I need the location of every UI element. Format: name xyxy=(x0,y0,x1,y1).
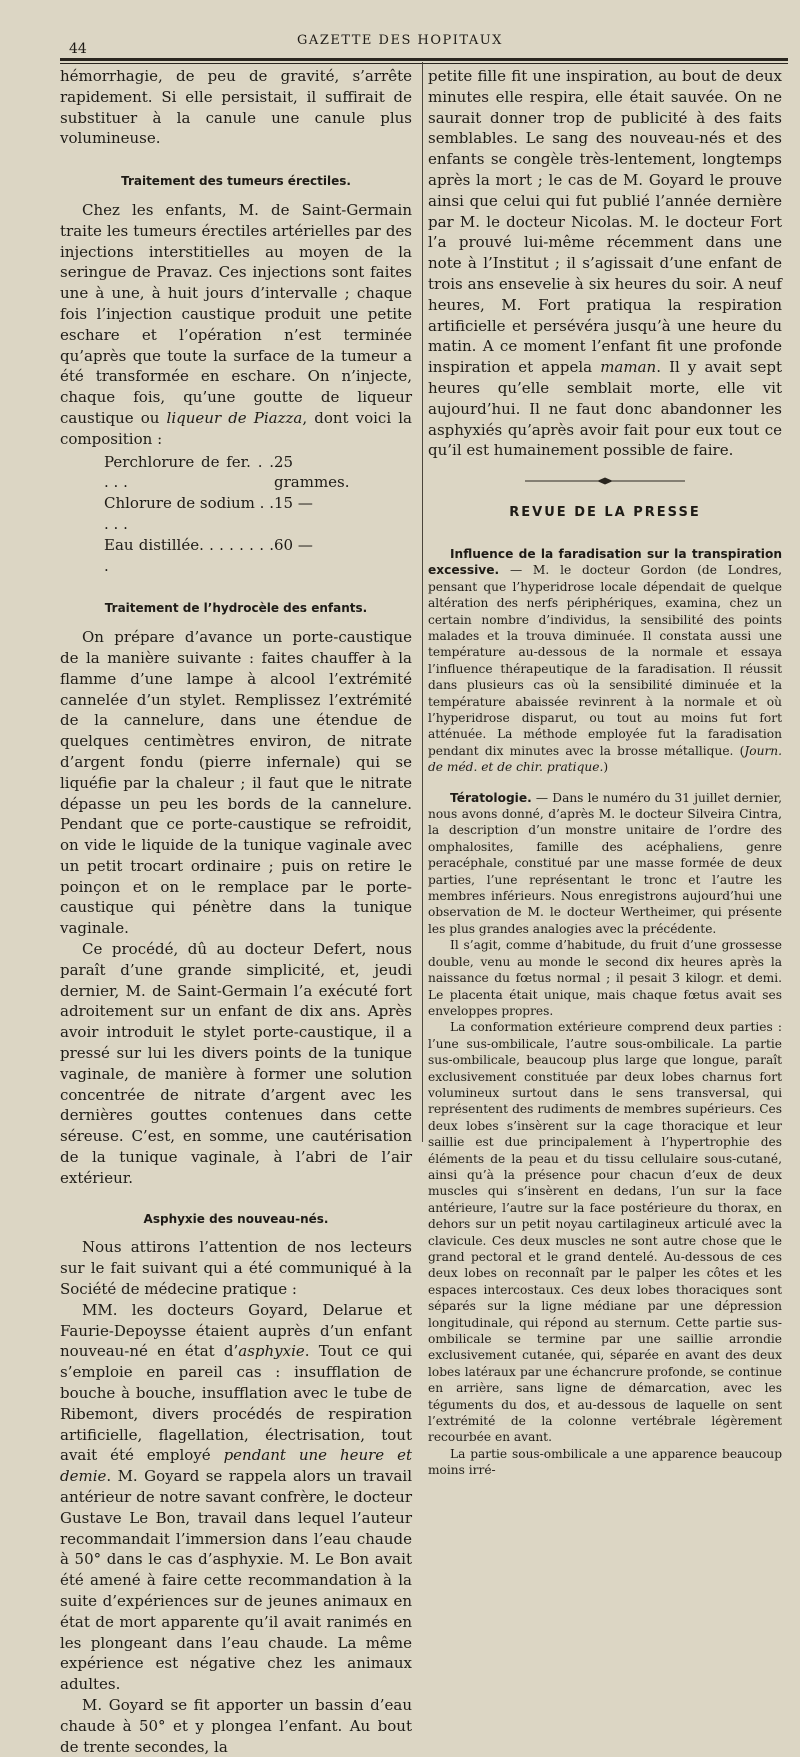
paragraph-asphyxie-intro: Nous attirons l’attention de nos lecteurs sur le fait suivant qui a été communiqué à la Société de médecine pratique : xyxy=(60,1238,412,1299)
recipe-quantity: 60 — xyxy=(274,535,313,554)
paragraph-text: ) xyxy=(603,760,609,775)
paragraph-text: , dont voici la composition : xyxy=(60,408,412,448)
paragraph-asphyxie-case xyxy=(60,1300,412,1695)
section-title-hydrocele: Traitement de l’hydrocèle des enfants. xyxy=(104,601,368,616)
paragraph-text: . Il y avait sept heures qu’elle semblait morte, elle vit aujourd’hui. Il ne faut donc abandonner les asphyxiés qu’après avoir fait pour eux tout ce qu’il est humainement possible de faire. xyxy=(428,358,782,460)
section-ornament xyxy=(428,477,782,485)
left-column xyxy=(60,66,412,1757)
continued-paragraph xyxy=(428,66,782,461)
column-divider xyxy=(422,62,423,1142)
paragraph-text: . Tout ce qui s’emploie en pareil cas : insufflation de bouche à bouche, insufflation avec le tube de Ribemont, divers procédés de respiration artificielle, flagellation, électrisation, tout avait été employé xyxy=(60,1342,412,1465)
paragraph-fruit: Il s’agit, comme d’habitude, du fruit d’une grossesse double, venu au monde le second dix heures après la naissance du fœtus normal ; il pesait 3 kilogr. et demi. Le placenta était unique, mais chaque fœtus avait ses enveloppes propres. xyxy=(428,938,782,1018)
source-citation: Journ. de méd. et de chir. pratique. xyxy=(428,743,782,775)
emphasis-text: pendant une heure et demie xyxy=(60,1446,412,1486)
press-review xyxy=(428,546,782,1479)
recipe-row xyxy=(104,535,412,577)
section-title-tumeurs: Traitement des tumeurs érectiles. xyxy=(121,174,351,189)
paragraph-hydrocele: On prépare d’avance un porte-caustique de la manière suivante : faites chauffer à la flamme d’une lampe à alcool l’extrémité cannelée d’un stylet. Remplissez l’extrémité de la cannelure, dans une étendue de quelques centimètres environ, de nitrate d’argent fondu (pierre infernale) qui se liquéfie par la chaleur ; il faut que le nitrate dépasse un peu les bords de la cannelure. Pendant que ce porte-caustique se refroidit, on vide le liquide de la tunique vaginale avec un petit trocart ordinaire ; puis on retire le poinçon et on le remplace par le porte-caustique qui pénètre dans la tunique vaginale. xyxy=(60,628,412,938)
revue-title: REVUE DE LA PRESSE xyxy=(509,505,701,521)
paragraph-text: MM. les docteurs Goyard, Delarue et Faurie-Depoysse étaient auprès d’un enfant nouveau-né en état d’ xyxy=(60,1300,412,1361)
recipe-ingredient: Chlorure de sodium . . . . . xyxy=(104,494,274,533)
article-heading: Tératologie. xyxy=(450,790,532,805)
section-title-asphyxie: Asphyxie des nouveau-nés. xyxy=(143,1211,329,1226)
paragraph-procede: Ce procédé, dû au docteur Defert, nous paraît d’une grande simplicité, et, jeudi dernier, M. de Saint-Germain l’a exécuté fort adroitement sur un enfant de dix ans. Après avoir introduit le stylet porte-caustique, il a pressé sur lui les divers points de la tunique vaginale, de manière à former une solution concentrée de nitrate d’argent avec les dernières gouttes contenues dans cette séreuse. C’est, en somme, une cautérisation de la tunique vaginale, à l’abri de l’air extérieur. xyxy=(60,940,412,1187)
article-teratologie xyxy=(428,790,782,938)
paragraph-text: Chez les enfants, M. de Saint-Germain traite les tumeurs érectiles artérielles par des injections interstitielles au moyen de la seringue de Pravaz. Ces injections sont faites une à une, à huit jours d’intervalle ; chaque fois l’injection caustique produit une petite eschare et l’opération n’est terminée qu’après que toute la surface de la tumeur a été transformée en eschare. On n’injecte, chaque fois, qu’une goutte de liqueur caustique ou xyxy=(60,200,412,427)
paragraph-goyard: M. Goyard se fit apporter un bassin d’eau chaude à 50° et y plongea l’enfant. Au bout de trente secondes, la xyxy=(60,1695,412,1756)
emphasis-text: maman xyxy=(600,358,657,377)
recipe-quantity: 25 grammes. xyxy=(274,452,350,492)
emphasis-text: asphyxie xyxy=(238,1342,305,1361)
recipe-ingredient: Eau distillée. . . . . . . . . xyxy=(104,535,274,575)
continued-paragraph: hémorrhagie, de peu de gravité, s’arrête rapidement. Si elle persistait, il suffirait de substituer à la canule une canule plus volumineuse. xyxy=(60,67,412,148)
recipe-list xyxy=(104,452,412,577)
header-rule xyxy=(60,58,788,61)
recipe-row xyxy=(104,493,412,535)
header-rule-thin xyxy=(60,63,788,64)
emphasis-text: liqueur de Piazza xyxy=(166,408,303,427)
article-heading: Influence de la faradisation sur la transpiration excessive. xyxy=(428,546,782,578)
paragraph-text: — Dans le numéro du 31 juillet dernier, nous avons donné, d’après M. le docteur Silveira Cintra, la description d’un monstre unitaire de l’ordre des omphalosites, famille des acéphaliens, genre peracéphale, constitué par une masse formée de deux parties, l’une représentant le tronc et l’autre les membres inférieurs. Nous enregistrons aujourd’hui une observation de M. le docteur Wertheimer, qui présente les plus grandes analogies avec la précédente. xyxy=(428,790,782,936)
recipe-row xyxy=(104,452,412,494)
paragraph-text: petite fille fit une inspiration, au bout de deux minutes elle respira, elle était sauvée. On ne saurait donner trop de publicité à des faits semblables. Le sang des nouveau-nés et des enfants se congèle très-lentement, longtemps après la mort ; le cas de M. Goyard le prouve ainsi que celui qui fut publié l’année dernière par M. le docteur Nicolas. M. le docteur Fort l’a prouvé lui-même récemment dans une note à l’Institut ; il s’agissait d’une enfant de trois ans ensevelie à six heures du soir. A neuf heures, M. Fort pratiqua la respiration artificielle et persévéra jusqu’à une heure du matin. A ce moment l’enfant fit une profonde inspiration et appela xyxy=(428,67,782,377)
page-number: 44 xyxy=(69,41,87,57)
recipe-ingredient: Perchlorure de fer. . . . . . xyxy=(104,452,274,492)
right-column xyxy=(428,66,782,1479)
paragraph-conformation: La conformation extérieure comprend deux parties : l’une sus-ombilicale, l’autre sous-ombilicale. La partie sus-ombilicale, beaucoup plus large que longue, paraît exclusivement constituée par deux lobes charnus fort volumineux surtout dans le sens transversal, qui représentent des rudiments de membres supérieurs. Ces deux lobes s’insèrent sur la cage thoracique et leur saillie est due principalement à l’hypertrophie des éléments de la peau et du tissu cellulaire sous-cutané, ainsi qu’à la présence pour chacun d’eux de deux muscles qui s’insèrent en dedans, l’un sur la face antérieure, l’autre sur la face postérieure du thorax, en dehors sur un petit noyau cartilagineux articulé avec la clavicule. Ces deux muscles ne sont autre chose que le grand pectoral et le grand dentelé. Au-dessous de ces deux lobes on reconnaît par le palper les côtes et les espaces intercostaux. Ces deux lobes thoraciques sont séparés sur la ligne médiane par une dépression longitudinale, qui répond au sternum. Cette partie sus-ombilicale se termine par une saillie arrondie exclusivement cutanée, qui, séparée en avant des deux lobes latéraux par une échancrure profonde, se continue en arrière, sans ligne de démarcation, avec les téguments du dos, et au-dessous de laquelle on sent l’extrémité de la colonne vertébrale légèrement recourbée en avant. xyxy=(428,1020,782,1445)
paragraph-text: . M. Goyard se rappela alors un travail antérieur de notre savant confrère, le docteur Gustave Le Bon, travail dans lequel l’auteur recommandait l’immersion dans l’eau chaude à 50° dans le cas d’asphyxie. M. Le Bon avait été amené à faire cette recommandation à la suite d’expériences sur de jeunes animaux en état de mort apparente qu’il avait ranimés en les plongeant dans l’eau chaude. La même expérience est négative chez les animaux adultes. xyxy=(60,1467,412,1694)
article-faradisation xyxy=(428,546,782,776)
ornament-rule xyxy=(525,477,685,485)
paragraph-text: — M. le docteur Gordon (de Londres, pensant que l’hyperidrose locale dépendait de quelque altération des nerfs périphériques, examina, chez un certain nombre d’individus, la sensibilité des points malades et la trouva diminuée. Il constata aussi une température au-dessous de la normale et essaya l’influence thérapeutique de la faradisation. Il réussit dans plusieurs cas où la sensibilité diminuée et la température abaissée revinrent à la normale et où l’hyperidrose disparut, ou tout au moins fut fort atténuée. La méthode employée fut la faradisation pendant dix minutes avec la brosse métallique. ( xyxy=(428,563,782,758)
paragraph-sous-ombilicale: La partie sous-ombilicale a une apparence beaucoup moins irré- xyxy=(428,1446,782,1478)
recipe-quantity: 15 — xyxy=(274,494,313,513)
paragraph-tumeurs xyxy=(60,200,412,450)
running-title: GAZETTE DES HOPITAUX xyxy=(297,33,503,48)
